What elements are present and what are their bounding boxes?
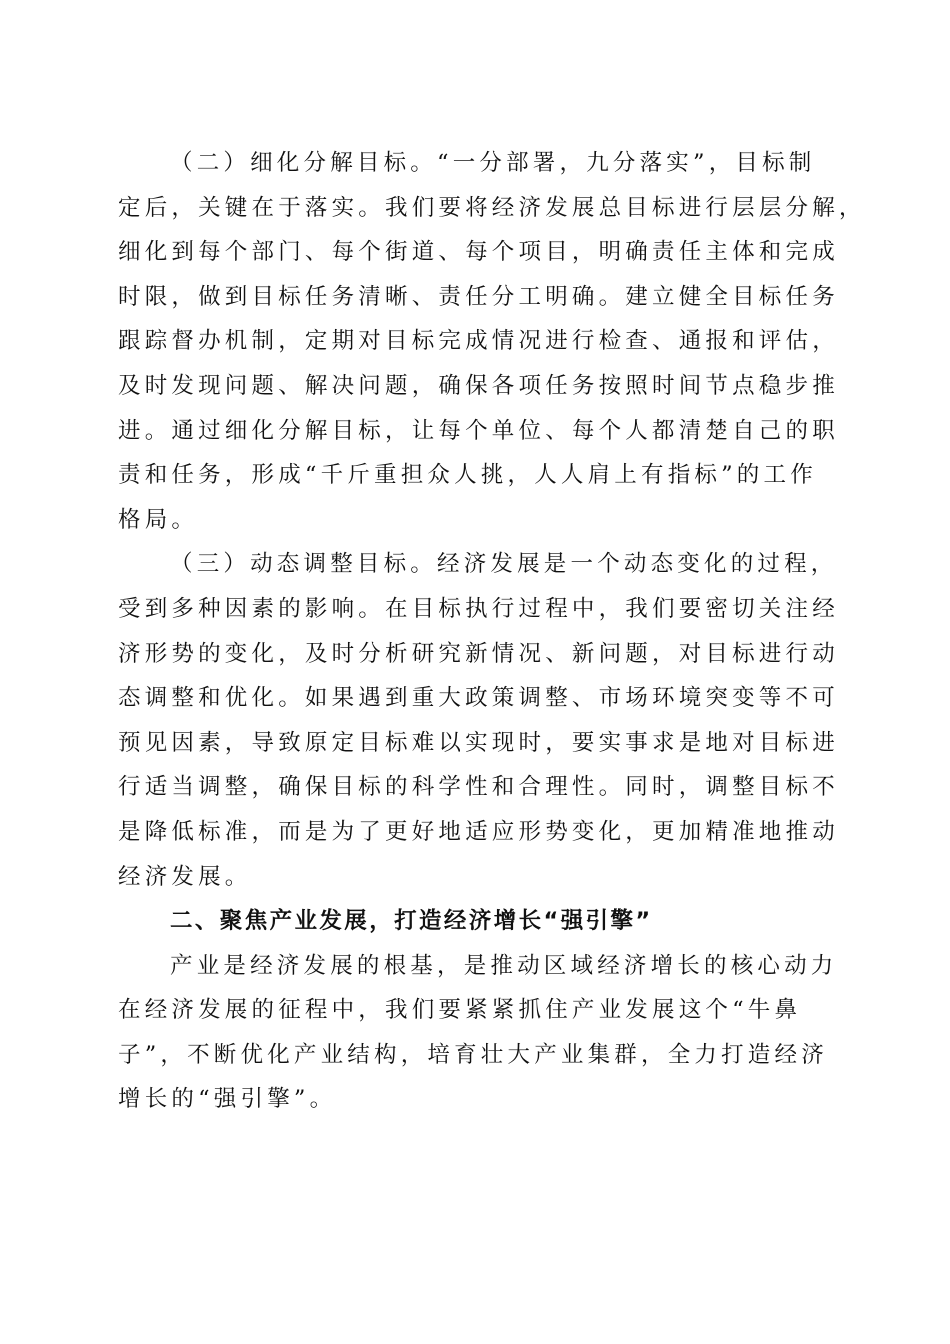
document-body (118, 141, 866, 1122)
text-line: 定后，关键在于落实。我们要将经济发展总目标进行层层分解， (118, 194, 866, 221)
text-line: 济形势的变化，及时分析研究新情况、新问题，对目标进行动 (118, 640, 839, 667)
text-line: （二）细化分解目标。“一分部署，九分落实”，目标制 (170, 150, 816, 176)
paragraph-industry-intro (118, 944, 838, 1122)
text-line: 责和任务，形成“千斤重担众人挑，人人肩上有指标”的工作 (118, 462, 817, 489)
text-line: 增长的“强引擎”。 (118, 1086, 337, 1113)
text-line: 预见因素，导致原定目标难以实现时，要实事求是地对目标进 (118, 729, 839, 756)
text-line: 产业是经济发展的根基，是推动区域经济增长的核心动力 (170, 952, 838, 979)
text-line: 及时发现问题、解决问题，确保各项任务按照时间节点稳步推 (118, 372, 839, 399)
text-line: 子”，不断优化产业结构，培育壮大产业集群，全力打造经济 (118, 1041, 828, 1068)
text-line: 态调整和优化。如果遇到重大政策调整、市场环境突变等不可 (118, 685, 839, 712)
text-line: 跟踪督办机制，定期对目标完成情况进行检查、通报和评估， (118, 328, 839, 355)
text-line: 经济发展。 (118, 863, 252, 890)
paragraph-refine-targets (118, 141, 866, 542)
section-heading (118, 899, 830, 944)
text-line: （三）动态调整目标。经济发展是一个动态变化的过程， (170, 551, 838, 578)
text-line: 在经济发展的征程中，我们要紧紧抓住产业发展这个“牛鼻 (118, 997, 802, 1024)
text-line: 时限，做到目标任务清晰、责任分工明确。建立健全目标任务 (118, 283, 839, 310)
text-line: 进。通过细化分解目标，让每个单位、每个人都清楚自己的职 (118, 417, 839, 444)
text-line: 细化到每个部门、每个街道、每个项目，明确责任主体和完成 (118, 239, 839, 266)
paragraph-dynamic-adjust (118, 542, 839, 899)
text-line: 是降低标准，而是为了更好地适应形势变化，更加精准地推动 (118, 818, 839, 845)
heading-text: 二、聚焦产业发展，打造经济增长“强引擎” (170, 908, 653, 935)
text-line: 格局。 (118, 506, 199, 533)
text-line: 行适当调整，确保目标的科学性和合理性。同时，调整目标不 (118, 774, 839, 801)
text-line: 受到多种因素的影响。在目标执行过程中，我们要密切关注经 (118, 595, 839, 622)
